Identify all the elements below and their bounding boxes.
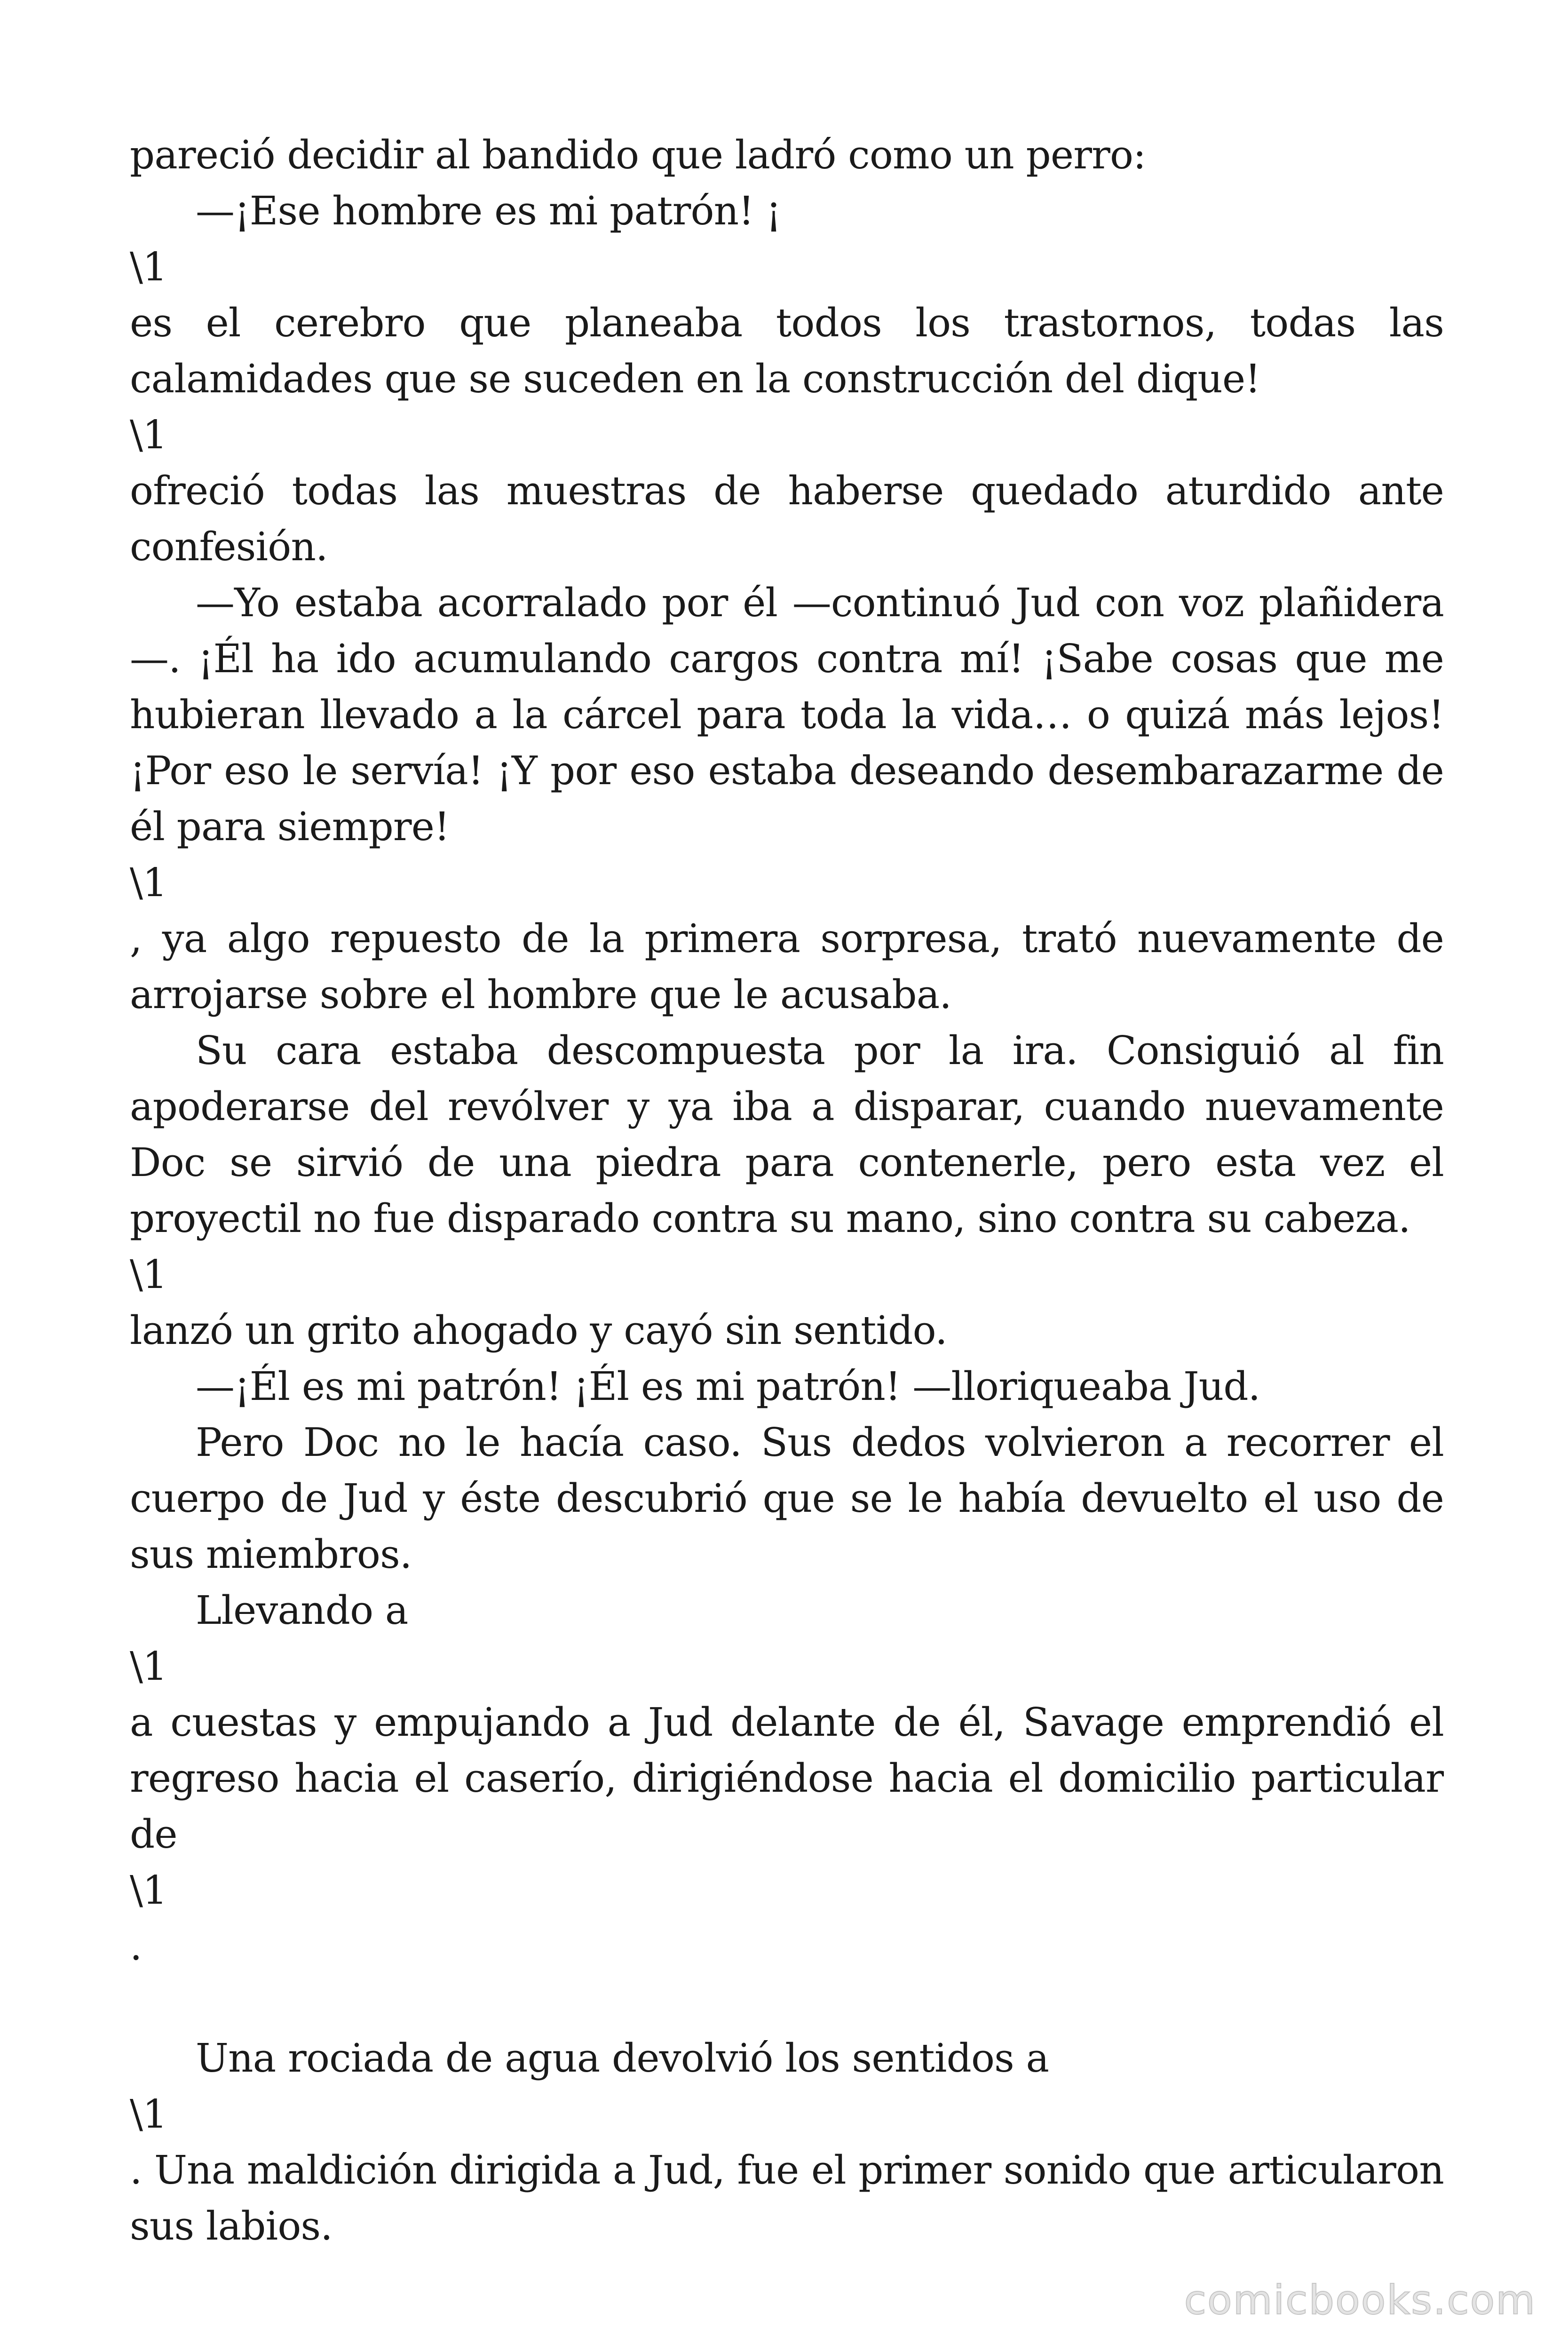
text-line: ofreció todas las muestras de haberse quedado aturdido ante [130, 468, 1444, 514]
text-line: \1 [130, 244, 167, 290]
text-line: calamidades que se suceden en la construcción del dique! [130, 356, 1260, 402]
text-line: \1 [130, 1867, 167, 1913]
text-line: . Una maldición dirigida a Jud, fue el primer sonido que articularon [130, 2147, 1444, 2193]
text-line: a cuestas y empujando a Jud delante de él, Savage emprendió el [130, 1700, 1444, 1745]
text-line: —Yo estaba acorralado por él —continuó Jud con voz plañidera [196, 580, 1444, 626]
book-page-text [130, 127, 1444, 2254]
text-line: \1 [130, 2091, 167, 2137]
text-line: regreso hacia el caserío, dirigiéndose hacia el domicilio particular [130, 1756, 1444, 1801]
text-line: hubieran llevado a la cárcel para toda la vida… o quizá más lejos! [130, 692, 1444, 738]
watermark-logo: comicbooks.com [1184, 2277, 1536, 2324]
text-line: sus miembros. [130, 1532, 412, 1577]
text-line: lanzó un grito ahogado y cayó sin sentido. [130, 1308, 947, 1353]
text-line: Doc se sirvió de una piedra para contenerle, pero esta vez el [130, 1140, 1444, 1185]
text-line: ¡Por eso le servía! ¡Y por eso estaba deseando desembarazarme de [130, 748, 1444, 794]
text-line: confesión. [130, 524, 328, 570]
text-line: es el cerebro que planeaba todos los trastornos, todas las [130, 300, 1444, 346]
text-line: \1 [130, 1252, 167, 1297]
text-line: Llevando a [196, 1588, 408, 1633]
text-line: —. ¡Él ha ido acumulando cargos contra mí! ¡Sabe cosas que me [130, 636, 1444, 682]
text-line: de [130, 1812, 177, 1857]
paragraph-gap [130, 1974, 1444, 2030]
text-line: —¡Él es mi patrón! ¡Él es mi patrón! —lloriqueaba Jud. [196, 1364, 1260, 1409]
text-line: Pero Doc no le hacía caso. Sus dedos volvieron a recorrer el [196, 1420, 1444, 1465]
text-line: arrojarse sobre el hombre que le acusaba. [130, 972, 951, 1017]
text-line: \1 [130, 1644, 167, 1689]
text-line: —¡Ese hombre es mi patrón! ¡ [196, 188, 781, 234]
text-line: él para siempre! [130, 804, 450, 850]
text-line: Una rociada de agua devolvió los sentidos a [196, 2035, 1049, 2081]
text-line: Su cara estaba descompuesta por la ira. Consiguió al fin [196, 1028, 1444, 1073]
text-line: cuerpo de Jud y éste descubrió que se le había devuelto el uso de [130, 1476, 1444, 1521]
text-line: pareció decidir al bandido que ladró como un perro: [130, 132, 1146, 178]
text-line: , ya algo repuesto de la primera sorpresa, trató nuevamente de [130, 916, 1444, 961]
text-line: \1 [130, 860, 167, 906]
text-line: apoderarse del revólver y ya iba a disparar, cuando nuevamente [130, 1084, 1444, 1129]
text-line: \1 [130, 412, 167, 458]
text-line: . [130, 1923, 142, 1969]
text-line: sus labios. [130, 2203, 333, 2249]
text-line: proyectil no fue disparado contra su mano, sino contra su cabeza. [130, 1196, 1410, 1241]
